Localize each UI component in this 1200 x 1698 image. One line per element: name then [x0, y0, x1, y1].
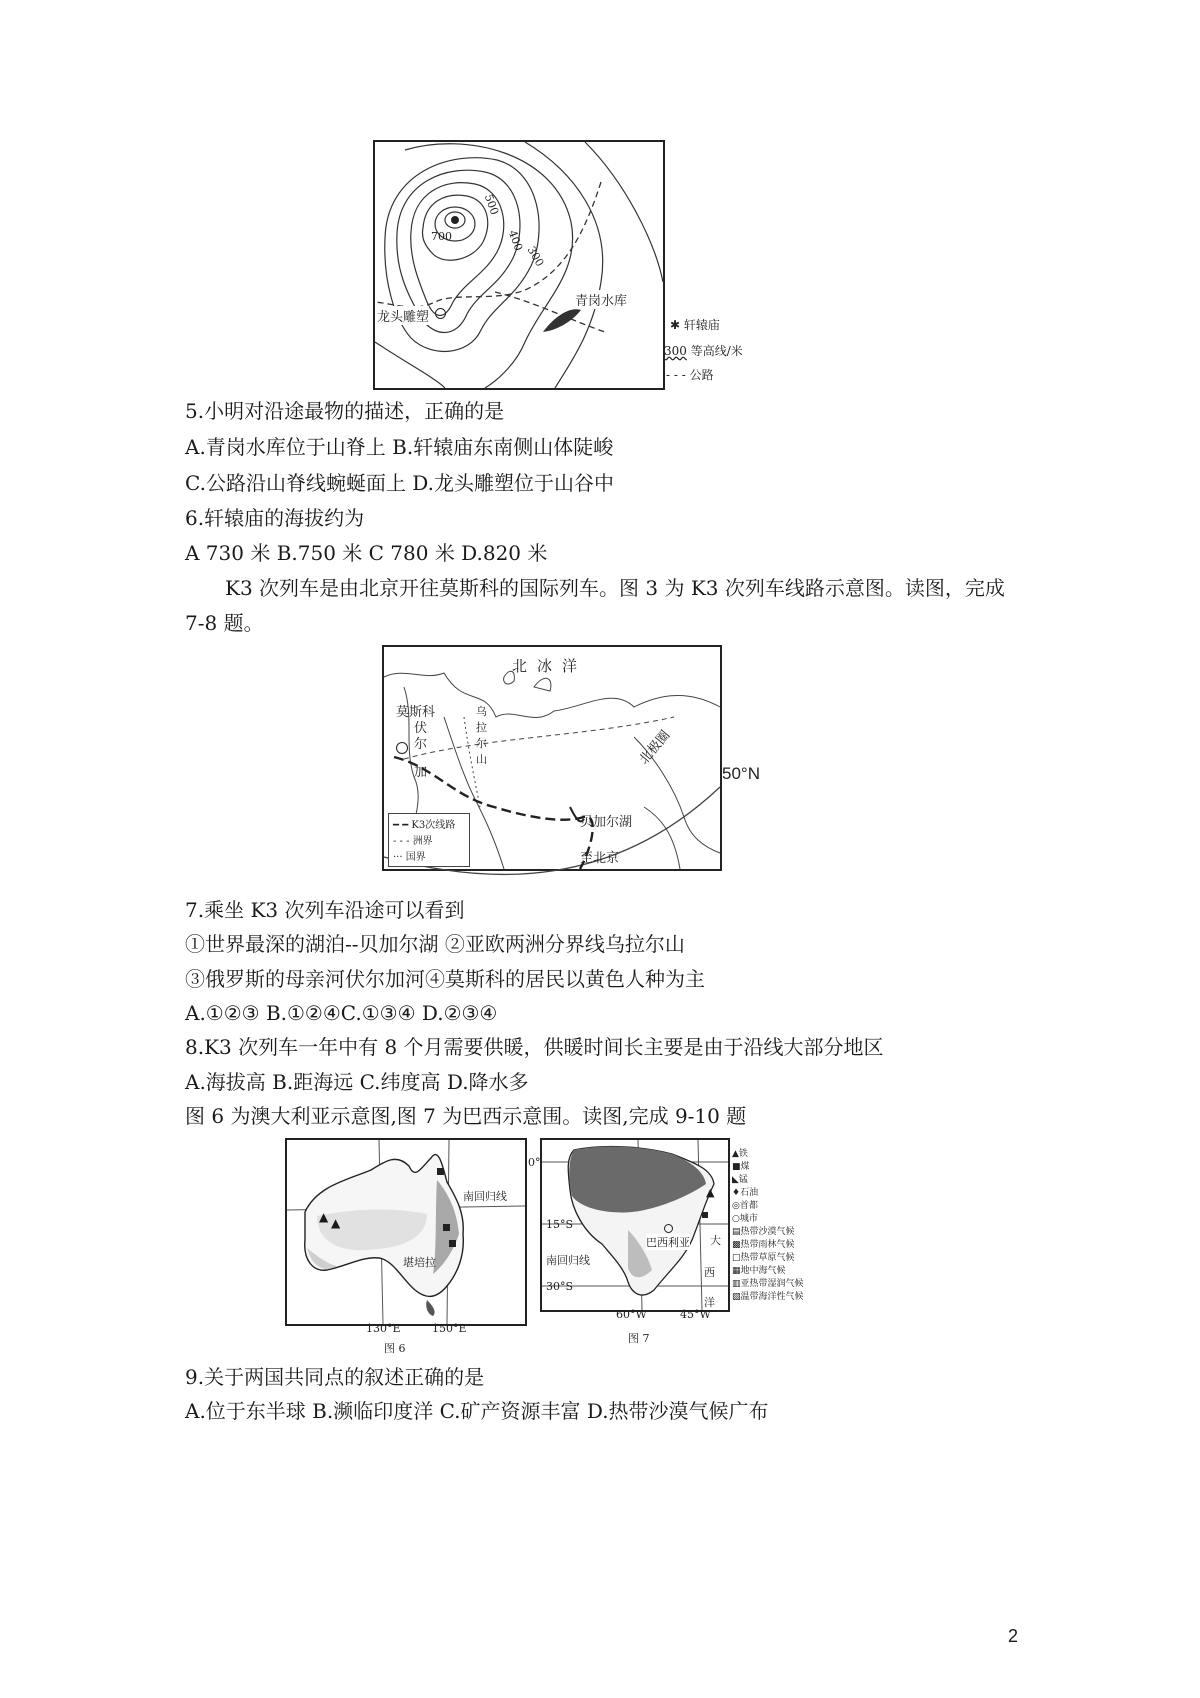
coal-marker [443, 1224, 450, 1231]
lon-130e-label: 130°E [366, 1322, 401, 1335]
q7-item-line1: ①世界最深的湖泊--贝加尔湖 ②亚欧两洲分界线乌拉尔山 [185, 932, 685, 956]
q5-options-line1: A.青岗水库位于山脊上 B.轩辕庙东南侧山体陡峻 [185, 435, 614, 459]
city-legend-icon: ○ [732, 1214, 740, 1224]
sculpture-label: 龙头雕塑 [377, 306, 429, 325]
volga-char: 尔 [414, 737, 428, 752]
legend-coal: 煤 [740, 1162, 750, 1172]
legend-contour-label: 等高线/米 [690, 344, 743, 358]
intro-7-8-line1: K3 次列车是由北京开往莫斯科的国际列车。图 3 为 K3 次列车线路示意图。读图，完成 [225, 576, 1005, 600]
desert-legend-swatch: ▤ [732, 1227, 741, 1237]
mediterranean-legend-swatch: ▦ [732, 1266, 741, 1276]
australia-drawing [287, 1140, 525, 1324]
intro-7-8-line2: 7-8 题。 [185, 611, 264, 635]
intro-9-10: 图 6 为澳大利亚示意图,图 7 为巴西示意围。读图,完成 9-10 题 [185, 1104, 747, 1128]
subtropical-legend-swatch: ▥ [732, 1279, 741, 1289]
coal-marker [702, 1212, 708, 1218]
coal-legend-icon: ■ [732, 1162, 741, 1172]
iron-legend-icon: ▲ [732, 1149, 739, 1159]
legend-city: 城市 [739, 1214, 758, 1224]
legend-capital: 首都 [739, 1201, 758, 1211]
legend-desert: 热带沙漠气候 [740, 1227, 795, 1237]
q7-options: A.①②③ B.①②④C.①③④ D.②③④ [185, 1001, 498, 1025]
savanna-legend-swatch: □ [732, 1253, 741, 1263]
figure1-legend [664, 316, 784, 386]
rainforest-legend-swatch: ▩ [732, 1240, 741, 1250]
atlantic-char: 西 [704, 1266, 715, 1279]
legend-mediterranean: 地中海气候 [740, 1266, 786, 1276]
oil-legend-icon: ♦ [732, 1188, 741, 1198]
australia-map [285, 1138, 527, 1326]
canberra-label: 堪培拉 [403, 1256, 436, 1269]
contour-lines [375, 142, 663, 388]
k3-route-map [382, 645, 722, 871]
temple-icon [451, 216, 459, 224]
contour-label: 500 [481, 192, 502, 217]
temple-legend-icon: ✱ [670, 318, 681, 332]
legend-road-label: 公路 [689, 368, 714, 382]
route-legend-icon: ━ ━ [393, 820, 409, 831]
contour-label: 300 [524, 244, 547, 269]
lat-0-label: 0° [528, 1156, 541, 1169]
road-legend-icon: - - - [666, 368, 686, 382]
sculpture-icon [435, 308, 446, 319]
tropic-label-fig7: 南回归线 [546, 1254, 590, 1267]
lat-30s-label: 30°S [546, 1280, 574, 1293]
baikal-label: 贝加尔湖 [580, 815, 633, 830]
ural-char: 乌 [476, 705, 487, 718]
legend-subtropical: 亚热带湿润气候 [740, 1279, 804, 1289]
page-number: 2 [1008, 1626, 1019, 1646]
brasilia-icon [664, 1224, 673, 1233]
volga-char: 伏 [414, 721, 428, 736]
brasilia-label: 巴西利亚 [646, 1236, 690, 1249]
marine-legend-swatch: ▧ [732, 1292, 741, 1302]
q7-item-line2: ③俄罗斯的母亲河伏尔加河④莫斯科的居民以黄色人种为主 [185, 967, 705, 991]
legend-manganese: 锰 [738, 1175, 748, 1185]
lat-50n-label: 50°N [722, 764, 760, 783]
q8-options: A.海拔高 B.距海远 C.纬度高 D.降水多 [185, 1070, 529, 1094]
figure7-caption: 图 7 [628, 1332, 650, 1345]
manganese-legend-icon: ◣ [732, 1175, 739, 1185]
contour-map-figure [373, 140, 665, 390]
brazil-map [528, 1138, 730, 1312]
coal-marker [449, 1240, 456, 1247]
country-border-legend-icon: ··· [393, 852, 403, 863]
moscow-icon [396, 742, 408, 754]
legend-rainforest: 热带雨林气候 [740, 1240, 795, 1250]
contour-label: 400 [505, 228, 526, 253]
ural-char: 尔 [476, 737, 487, 750]
contour-label: 700 [431, 230, 452, 243]
tropic-label-fig6: 南回归线 [463, 1190, 507, 1203]
legend-continent-label: 洲界 [412, 836, 433, 847]
legend-route-label: K3次线路 [411, 820, 456, 831]
q9-options: A.位于东半球 B.濒临印度洋 C.矿产资源丰富 D.热带沙漠气候广布 [185, 1399, 769, 1423]
q6-stem: 6.轩辕庙的海拔约为 [185, 506, 365, 530]
legend-oil: 石油 [740, 1188, 759, 1198]
continent-border-legend-icon: - - - [393, 836, 410, 847]
q5-options-line2: C.公路沿山脊线蜿蜒面上 D.龙头雕塑位于山谷中 [185, 471, 614, 495]
q9-stem: 9.关于两国共同点的叙述正确的是 [185, 1365, 485, 1389]
ural-char: 山 [476, 753, 487, 766]
contour-legend-sample: 300 [664, 344, 687, 358]
figure7-legend [732, 1146, 842, 1306]
lat-15s-label: 15°S [546, 1218, 574, 1231]
figure6-caption: 图 6 [384, 1342, 406, 1355]
lon-150e-label: 150°E [432, 1322, 467, 1335]
route-legend [388, 813, 470, 867]
q7-stem: 7.乘坐 K3 次列车沿途可以看到 [185, 898, 465, 922]
q5-stem: 5.小明对沿途最物的描述，正确的是 [185, 399, 505, 423]
legend-savanna: 热带草原气候 [740, 1253, 795, 1263]
atlantic-char: 大 [710, 1234, 721, 1247]
volga-char: 加 [414, 765, 428, 780]
reservoir-label: 青岗水库 [575, 290, 627, 309]
moscow-label: 莫斯科 [396, 705, 436, 720]
iron-marker: ▲ [706, 1186, 715, 1199]
iron-marker: ▲ [331, 1216, 341, 1230]
capital-legend-icon: ◎ [732, 1201, 740, 1211]
iron-marker: ▲ [319, 1210, 329, 1224]
legend-marine: 温带海洋性气候 [740, 1292, 804, 1302]
to-beijing-label: 至北京 [580, 851, 620, 866]
lon-60w-label: 60°W [616, 1308, 647, 1321]
q8-stem: 8.K3 次列车一年中有 8 个月需要供暖，供暖时间长主要是由于沿线大部分地区 [185, 1035, 884, 1059]
arctic-ocean-label: 北冰洋 [512, 657, 588, 675]
legend-temple-label: 轩辕庙 [683, 318, 720, 332]
arctic-circle-label: 北极圈 [636, 728, 674, 768]
coal-marker [437, 1168, 444, 1175]
ural-char: 拉 [476, 721, 487, 734]
lon-45w-label: 45°W [680, 1308, 711, 1321]
legend-iron: 铁 [738, 1149, 748, 1159]
q6-options: A 730 米 B.750 米 C 780 米 D.820 米 [185, 541, 548, 565]
atlantic-char: 洋 [704, 1296, 715, 1309]
legend-country-label: 国界 [405, 852, 426, 863]
